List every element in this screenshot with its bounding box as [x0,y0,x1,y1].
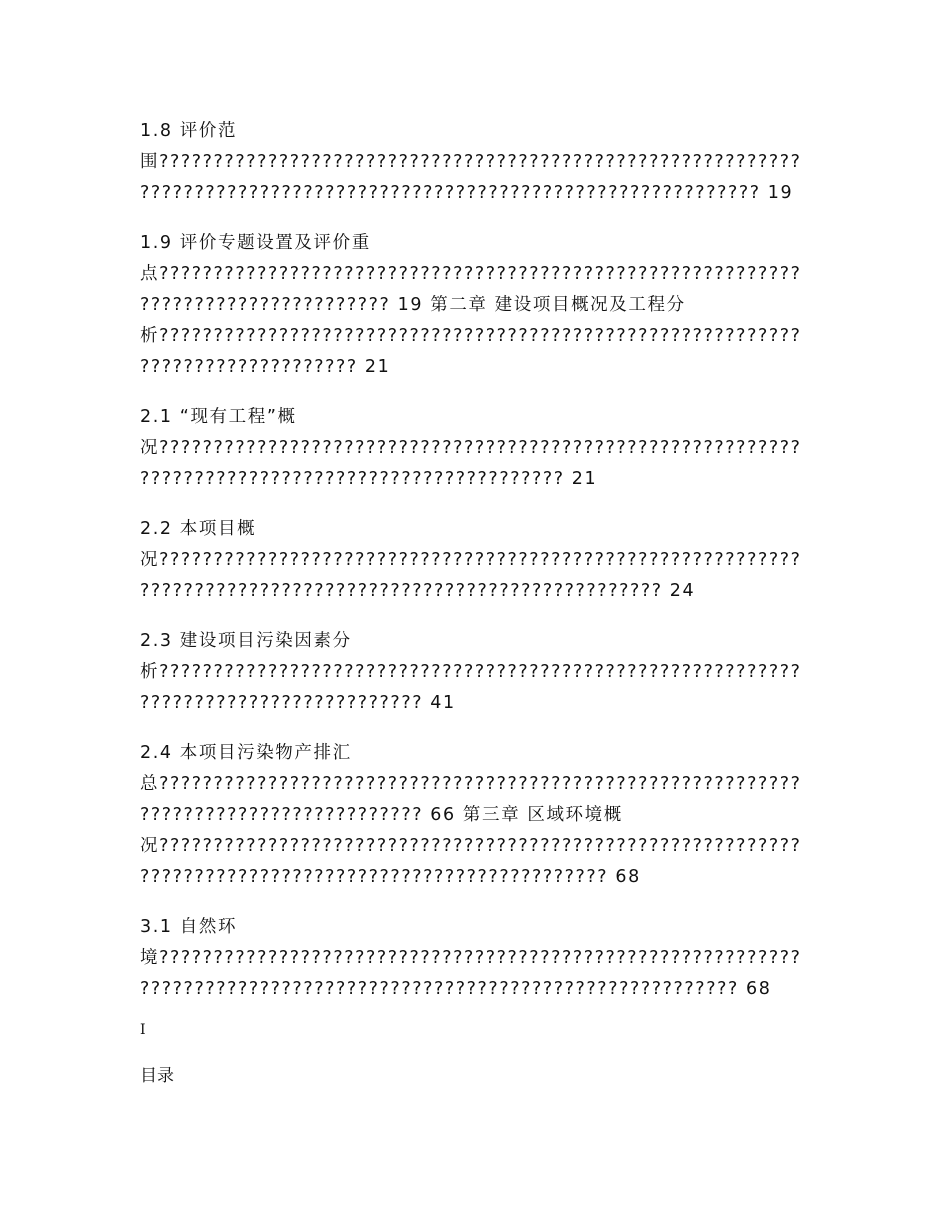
toc-entry-3-1: 3.1 自然环境?????????????????????????????????????????????????????????????????????????????????????????????????????????????????? 68 [140,917,802,999]
toc-list [140,116,805,1024]
toc-heading: 目录 [140,1066,174,1086]
toc-entry-1-8: 1.8 评价范围???????????????????????????????????????????????????????????????????????????????????????????????????????????????????? 19 [140,121,802,203]
toc-entry-2-4: 2.4 本项目污染物产排汇总????????????????????????????????????????????????????????????????????????????????????? 66 第三章 区域环境概况?????????????????????????????????????????????????????????????????????????????????????????????????????? 68 [140,743,802,887]
toc-entry-2-2: 2.2 本项目概况??????????????????????????????????????????????????????????????????????????????????????????????????????????? 24 [140,519,802,601]
toc-entry-2-3: 2.3 建设项目污染因素分析????????????????????????????????????????????????????????????????????????????????????? 41 [140,631,802,713]
page-number: I [140,1022,146,1038]
toc-entry-2-1: 2.1 “现有工程”概况?????????????????????????????????????????????????????????????????????????????????????????????????? 21 [140,407,802,489]
toc-entry-1-9: 1.9 评价专题设置及评价重点?????????????????????????????????????????????????????????????????????????????????? 19 第二章 建设项目概况及工程分析??????????????????????????????????????????????????????????????????????????????? 21 [140,233,802,377]
